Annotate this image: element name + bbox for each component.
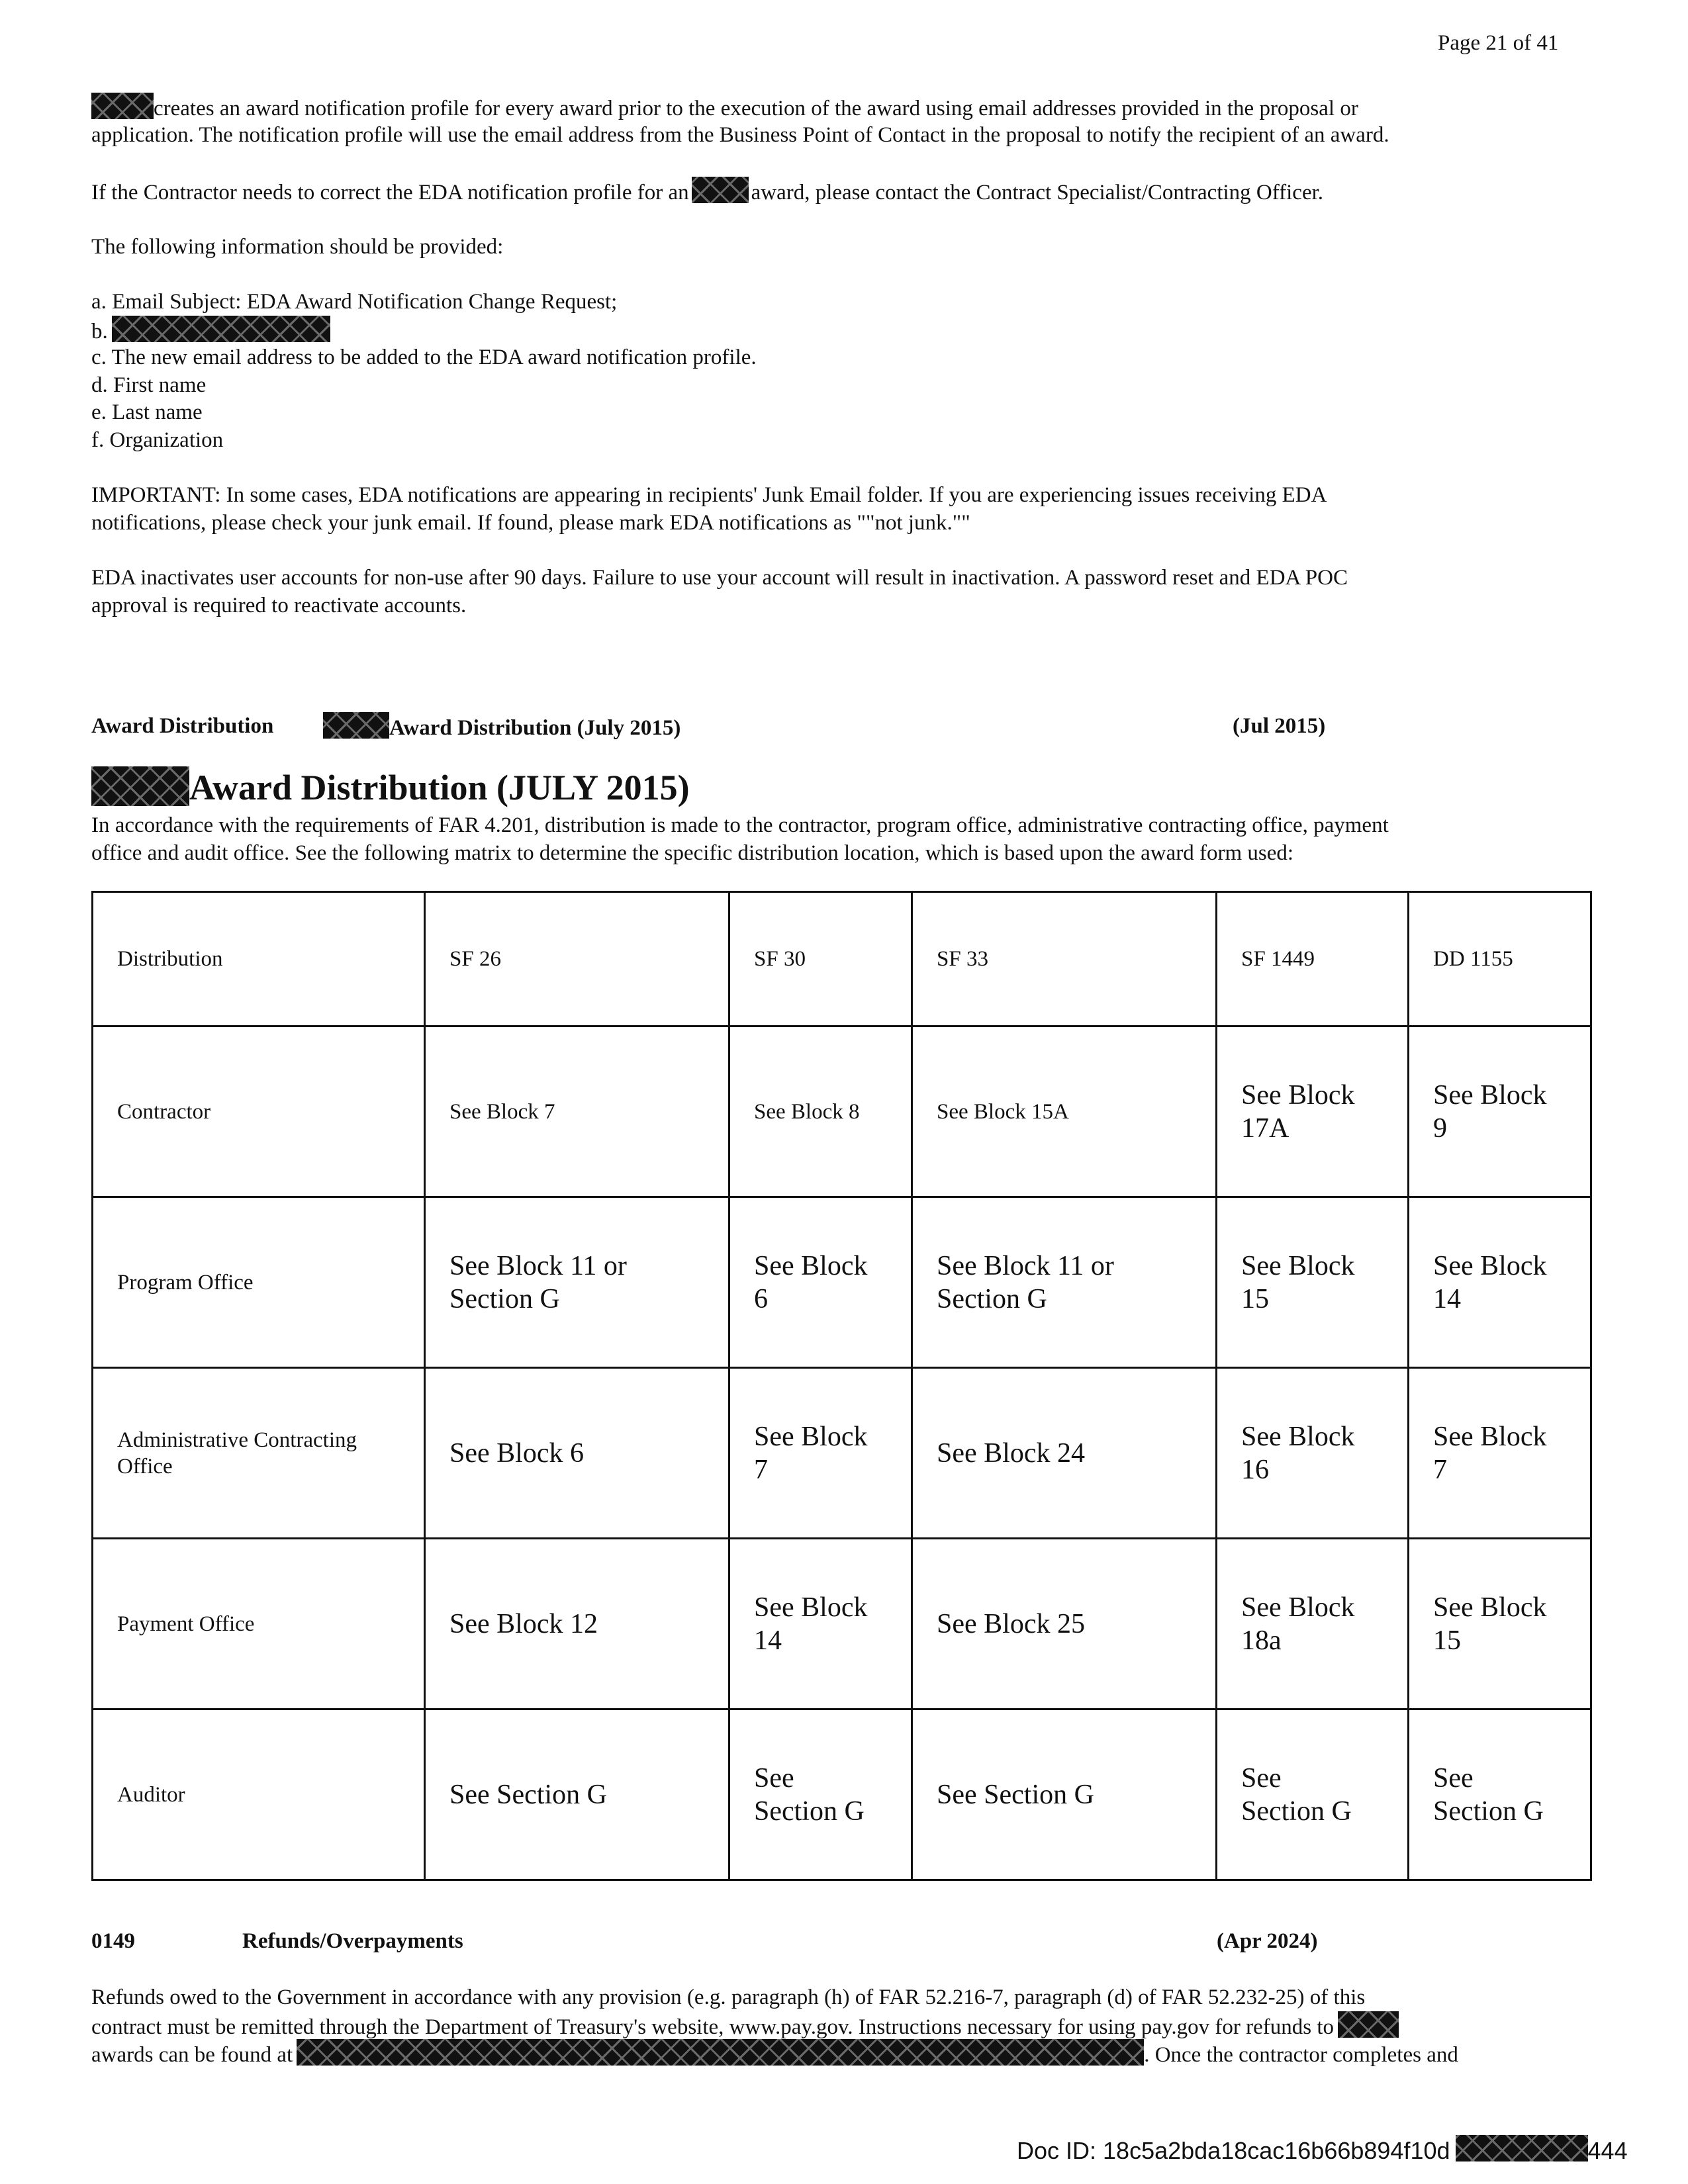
refunds-clause-number: 0149 [91,1929,135,1953]
table-cell: See Block 7 [425,1026,729,1197]
table-cell: See Block 12 [425,1539,729,1709]
section-heading: Award Distribution (JULY 2015) [91,766,690,809]
inactivation-note-line-1: EDA inactivates user accounts for non-use after 90 days. Failure to use your account will result in inactivation. A password reset and EDA POC [91,566,1348,590]
table-row [93,1539,1591,1709]
column-header: SF 26 [425,892,729,1026]
important-note-line-1: IMPORTANT: In some cases, EDA notifications are appearing in recipients' Junk Email folder. If you are experiencing issues receiving EDA [91,483,1327,507]
table-cell: See Block 6 [425,1368,729,1539]
refunds-line-3: awards can be found at . Once the contractor completes and [91,2039,1458,2069]
table-cell: See Block 6 [729,1197,912,1368]
table-cell: See Section G [1217,1709,1409,1880]
row-label: Administrative Contracting Office [93,1368,425,1539]
table-row [93,1368,1591,1539]
refunds-line-1: Refunds owed to the Government in accordance with any provision (e.g. paragraph (h) of FAR 52.216-7, paragraph (d) of FAR 52.232-25) of this [91,1985,1366,2009]
table-cell: See Section G [1409,1709,1591,1880]
table-cell: See Section G [425,1709,729,1880]
redaction-box [1456,2135,1588,2161]
table-cell: See Block 17A [1217,1026,1409,1197]
doc-id: Doc ID: 18c5a2bda18cac16b66b894f10d 444 [1017,2135,1628,2165]
table-cell: See Block 15A [912,1026,1217,1197]
redaction-box [112,316,330,342]
list-item-b: b. [91,316,330,345]
column-header: SF 33 [912,892,1217,1026]
redaction-box [297,2039,1144,2066]
inactivation-note-line-2: approval is required to reactivate accounts. [91,594,467,617]
column-header: SF 1449 [1217,892,1409,1026]
table-cell: See Block 7 [729,1368,912,1539]
important-note-line-2: notifications, please check your junk email. If found, please mark EDA notifications as ""not junk."" [91,511,970,535]
list-item-e: e. Last name [91,400,203,424]
clause-label: Award Distribution [91,714,274,738]
table-cell: See Block 16 [1217,1368,1409,1539]
table-cell: See Block 15 [1217,1197,1409,1368]
table-cell: See Block 8 [729,1026,912,1197]
notification-para-1-line-1: creates an award notification profile for every award prior to the execution of the award using email addresses provided in the proposal or [91,93,1358,122]
table-cell: See Block 18a [1217,1539,1409,1709]
list-item-f: f. Organization [91,428,224,452]
row-label: Program Office [93,1197,425,1368]
refunds-clause-date: (Apr 2024) [1217,1929,1318,1953]
table-cell: See Block 15 [1409,1539,1591,1709]
table-header-row [93,892,1591,1026]
notification-para-3: The following information should be provided: [91,235,504,259]
redaction-box [323,712,389,739]
table-cell: See Block 14 [729,1539,912,1709]
intro-line-2: office and audit office. See the following matrix to determine the specific distribution location, which is based upon the award form used: [91,841,1294,865]
column-header: DD 1155 [1409,892,1591,1026]
row-label: Contractor [93,1026,425,1197]
list-item-a: a. Email Subject: EDA Award Notification Change Request; [91,290,618,314]
table-cell: See Block 11 or Section G [425,1197,729,1368]
row-label: Payment Office [93,1539,425,1709]
clause-title: Award Distribution (July 2015) [323,712,680,742]
page-number: Page 21 of 41 [1438,31,1559,55]
clause-date: (Jul 2015) [1233,714,1326,738]
table-cell: See Block 25 [912,1539,1217,1709]
list-item-d: d. First name [91,373,207,397]
redaction-box [1338,2011,1399,2038]
row-label: Auditor [93,1709,425,1880]
table-cell: See Block 7 [1409,1368,1591,1539]
redaction-box [91,766,189,806]
intro-line-1: In accordance with the requirements of FAR 4.201, distribution is made to the contractor, program office, administrative contracting office, payment [91,813,1389,837]
list-item-c: c. The new email address to be added to the EDA award notification profile. [91,345,757,369]
notification-para-1-line-2: application. The notification profile will use the email address from the Business Point of Contact in the proposal to notify the recipient of an award. [91,123,1389,147]
refunds-clause-title: Refunds/Overpayments [242,1929,463,1953]
notification-para-2: If the Contractor needs to correct the EDA notification profile for an award, please contact the Contract Specialist/Contracting Officer. [91,177,1323,206]
distribution-matrix [91,891,1592,1881]
table-cell: See Section G [912,1709,1217,1880]
redaction-box [91,93,154,119]
redaction-box [692,177,749,203]
table-cell: See Block 14 [1409,1197,1591,1368]
table-cell: See Block 24 [912,1368,1217,1539]
refunds-line-2: contract must be remitted through the Department of Treasury's website, www.pay.gov. Instructions necessary for using pay.gov for refunds to [91,2011,1399,2041]
table-cell: See Section G [729,1709,912,1880]
column-header: Distribution [93,892,425,1026]
column-header: SF 30 [729,892,912,1026]
table-cell: See Block 9 [1409,1026,1591,1197]
table-row [93,1197,1591,1368]
table-cell: See Block 11 or Section G [912,1197,1217,1368]
table-row [93,1709,1591,1880]
table-row [93,1026,1591,1197]
